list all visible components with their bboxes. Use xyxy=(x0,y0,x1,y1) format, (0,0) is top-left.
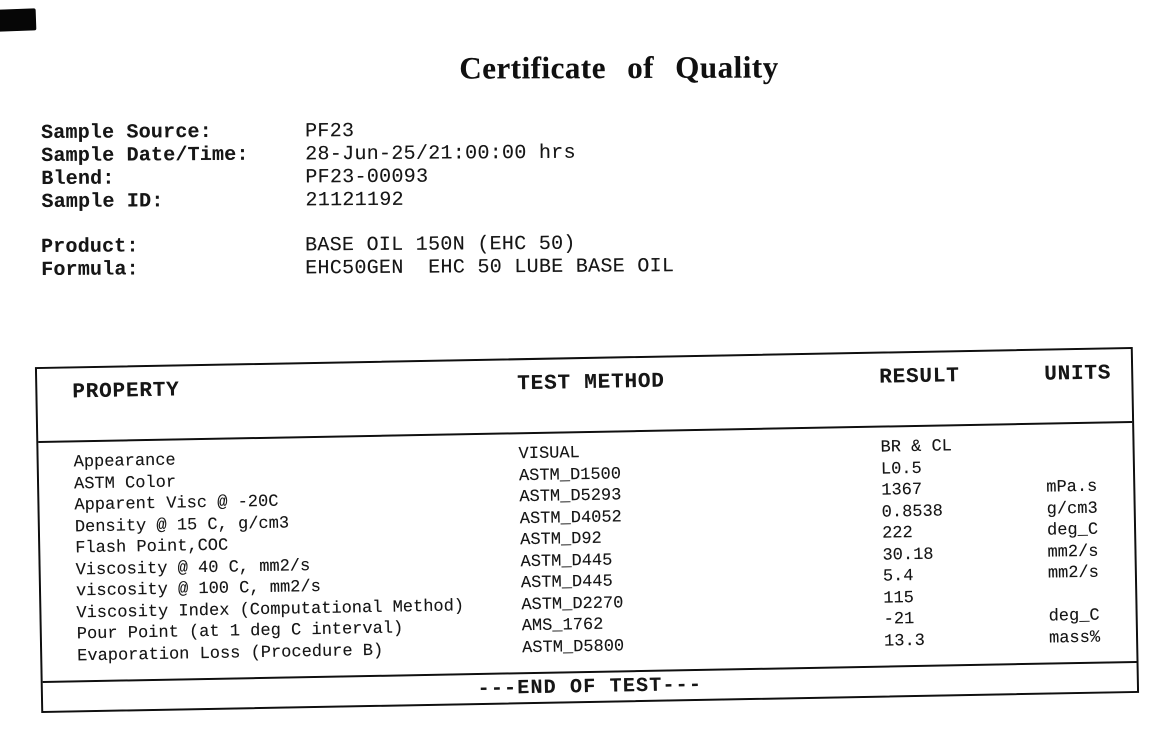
cell-units: deg_C xyxy=(1048,606,1100,627)
meta-value: PF23 xyxy=(304,120,355,144)
meta-label: Blend: xyxy=(41,167,115,191)
cell-property: Density @ 15 C, g/cm3 xyxy=(74,513,290,537)
cell-property: Pour Point (at 1 deg C interval) xyxy=(76,619,404,645)
cell-property: Evaporation Loss (Procedure B) xyxy=(77,641,384,666)
cell-property: Flash Point,COC xyxy=(75,536,229,559)
meta-sample-block xyxy=(41,117,842,214)
cell-result: 222 xyxy=(881,524,913,544)
cell-units xyxy=(1045,433,1132,456)
meta-value: 21121192 xyxy=(305,188,404,213)
cell-result: L0.5 xyxy=(880,459,922,480)
cell-property: Appearance xyxy=(73,451,176,473)
cell-method: VISUAL xyxy=(518,444,580,465)
cell-result: BR & CL xyxy=(880,437,953,458)
cell-property: Viscosity @ 40 C, mm2/s xyxy=(75,556,311,580)
cell-result: 115 xyxy=(883,588,915,609)
meta-product-block xyxy=(41,231,841,282)
cell-units: mm2/s xyxy=(1047,563,1100,584)
cell-units: g/cm3 xyxy=(1046,499,1098,520)
cell-method: ASTM_D5800 xyxy=(521,636,625,658)
cell-property: Apparent Visc @ -20C xyxy=(74,492,279,516)
cell-method: AMS_1762 xyxy=(521,615,604,637)
cell-units: deg_C xyxy=(1046,520,1099,541)
cell-method: ASTM_D4052 xyxy=(519,507,622,529)
cell-method: ASTM_D92 xyxy=(520,529,602,551)
cell-units: mm2/s xyxy=(1047,542,1099,563)
cell-units xyxy=(1046,454,1133,477)
results-table xyxy=(35,347,1139,713)
cell-units: mass% xyxy=(1048,628,1101,649)
meta-label: Formula: xyxy=(41,258,139,282)
meta-value: PF23-00093 xyxy=(305,165,429,190)
cell-method: ASTM_D2270 xyxy=(521,593,624,615)
end-of-test-label: ---END OF TEST--- xyxy=(477,673,703,701)
page-title: Certificate of Quality xyxy=(459,49,779,86)
meta-row xyxy=(41,254,841,282)
cell-property: viscosity @ 100 C, mm2/s xyxy=(75,577,322,602)
meta-value: BASE OIL 150N (EHC 50) xyxy=(304,232,576,258)
cell-method: ASTM_D1500 xyxy=(518,464,622,486)
table-body xyxy=(38,423,1136,681)
header-test-method: TEST METHOD xyxy=(517,370,665,397)
meta-label: Sample Date/Time: xyxy=(41,143,249,168)
header-property: PROPERTY xyxy=(72,379,180,405)
cell-result: -21 xyxy=(883,610,915,630)
meta-value: 28-Jun-25/21:00:00 hrs xyxy=(305,141,576,167)
header-units: UNITS xyxy=(1044,362,1112,387)
cell-property: ASTM Color xyxy=(73,473,177,494)
cell-result: 13.3 xyxy=(883,631,926,652)
meta-row xyxy=(41,186,841,214)
scan-artifact-mark xyxy=(0,8,36,31)
meta-label: Sample Source: xyxy=(41,120,212,145)
meta-label: Product: xyxy=(41,235,139,259)
cell-method: ASTM_D445 xyxy=(520,551,613,572)
header-result: RESULT xyxy=(879,365,960,390)
cell-units xyxy=(1048,583,1135,606)
cell-method: ASTM_D5293 xyxy=(519,486,622,508)
cell-result: 30.18 xyxy=(882,545,934,566)
cell-units: mPa.s xyxy=(1046,477,1098,498)
cell-result: 0.8538 xyxy=(881,501,944,523)
cell-result: 1367 xyxy=(881,480,923,501)
cell-method: ASTM_D445 xyxy=(520,572,613,594)
meta-value: EHC50GEN EHC 50 LUBE BASE OIL xyxy=(305,255,675,281)
meta-label: Sample ID: xyxy=(41,190,164,214)
cell-result: 5.4 xyxy=(882,567,914,587)
cell-property: Viscosity Index (Computational Method) xyxy=(76,596,465,623)
